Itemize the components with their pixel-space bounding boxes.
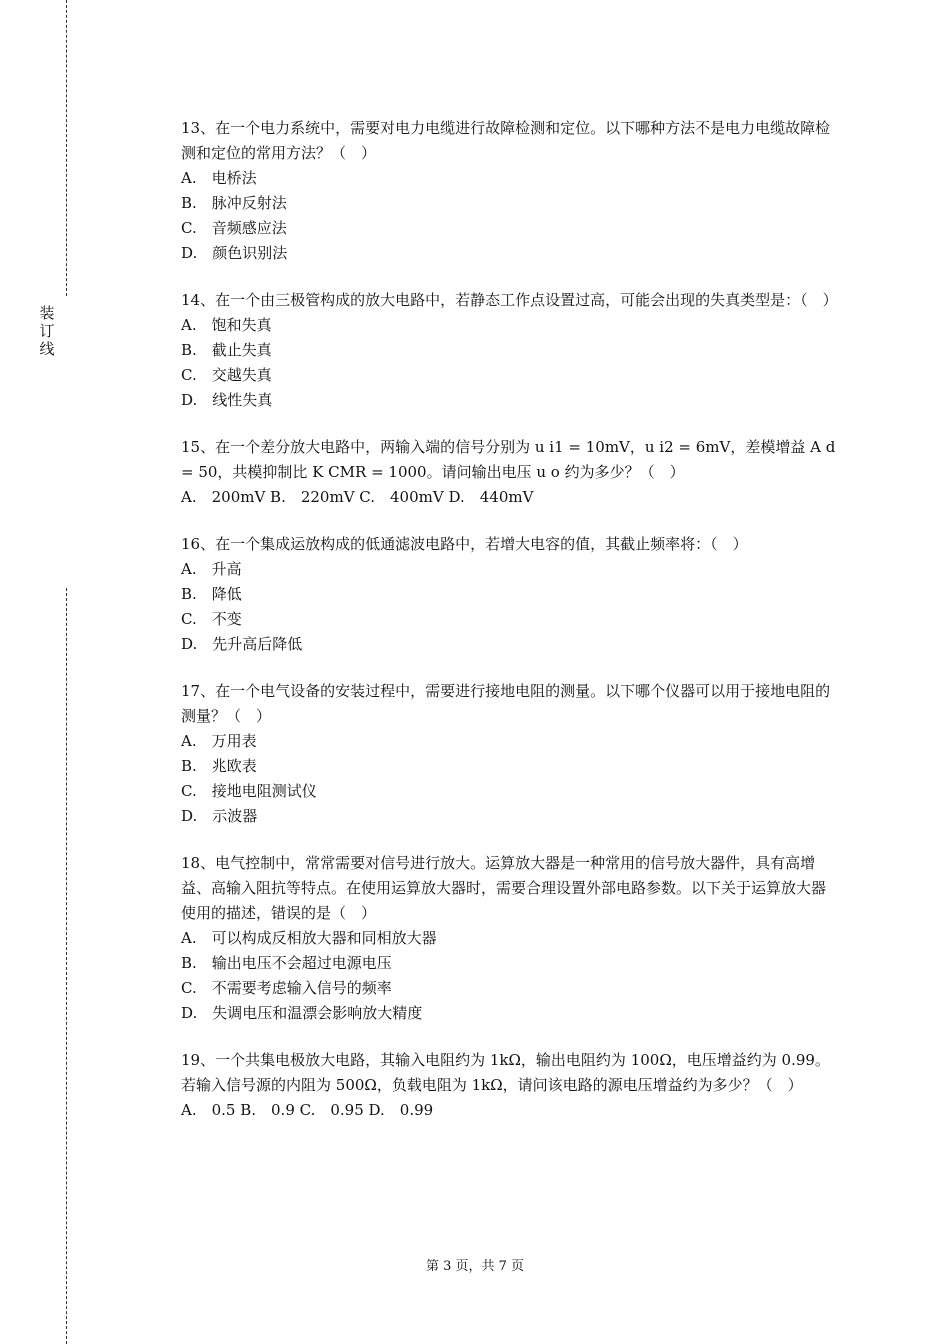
option-d: D. 先升高后降低 xyxy=(181,635,303,653)
question-list xyxy=(181,116,839,1145)
page-number: 第 3 页，共 7 页 xyxy=(425,1259,525,1274)
question-15 xyxy=(181,435,839,510)
option-d: D. 线性失真 xyxy=(181,391,273,409)
binding-label xyxy=(37,304,57,358)
option-b: B. 截止失真 xyxy=(181,341,272,359)
option-b: B. 输出电压不会超过电源电压 xyxy=(181,954,392,972)
question-13 xyxy=(181,116,839,266)
binding-dashed-line-bottom xyxy=(66,588,67,1344)
option-d: D. 颜色识别法 xyxy=(181,244,288,262)
question-text: 16、在一个集成运放构成的低通滤波电路中，若增大电容的值，其截止频率将：（ ） xyxy=(181,535,748,553)
question-18 xyxy=(181,851,839,1026)
options-inline: A. 0.5 B. 0.9 C. 0.95 D. 0.99 xyxy=(181,1101,434,1119)
binding-char: 订 xyxy=(39,322,55,340)
question-text: 15、在一个差分放大电路中，两输入端的信号分别为 u i1 = 10mV，u i2 = 6mV，差模增益 A d = 50，共模抑制比 K CMR = 1000。请问输出电压 u o 约为多少？（ ） xyxy=(181,438,836,481)
option-a: A. 饱和失真 xyxy=(181,316,272,334)
question-text: 17、在一个电气设备的安装过程中，需要进行接地电阻的测量。以下哪个仪器可以用于接地电阻的测量？（ ） xyxy=(181,682,831,725)
option-d: D. 示波器 xyxy=(181,807,258,825)
option-a: A. 电桥法 xyxy=(181,169,257,187)
question-text: 19、一个共集电极放大电路，其输入电阻约为 1kΩ，输出电阻约为 100Ω，电压增益约为 0.99。若输入信号源的内阻为 500Ω，负载电阻为 1kΩ，请问该电路的源电压增益约为多少？（ ） xyxy=(181,1051,830,1094)
option-c: C. 不变 xyxy=(181,610,242,628)
option-b: B. 降低 xyxy=(181,585,242,603)
option-c: C. 不需要考虑输入信号的频率 xyxy=(181,979,392,997)
option-b: B. 脉冲反射法 xyxy=(181,194,287,212)
option-c: C. 接地电阻测试仪 xyxy=(181,782,317,800)
option-c: C. 交越失真 xyxy=(181,366,272,384)
binding-char: 装 xyxy=(39,304,55,322)
question-16 xyxy=(181,532,839,657)
question-text: 18、电气控制中，常常需要对信号进行放大。运算放大器是一种常用的信号放大器件，具有高增益、高输入阻抗等特点。在使用运算放大器时，需要合理设置外部电路参数。以下关于运算放大器使用的描述，错误的是（ ） xyxy=(181,854,827,922)
question-19 xyxy=(181,1048,839,1123)
question-text: 14、在一个由三极管构成的放大电路中，若静态工作点设置过高，可能会出现的失真类型是：（ ） xyxy=(181,291,838,309)
option-d: D. 失调电压和温漂会影响放大精度 xyxy=(181,1004,423,1022)
question-text: 13、在一个电力系统中，需要对电力电缆进行故障检测和定位。以下哪种方法不是电力电缆故障检测和定位的常用方法？（ ） xyxy=(181,119,831,162)
option-a: A. 可以构成反相放大器和同相放大器 xyxy=(181,929,437,947)
question-17 xyxy=(181,679,839,829)
option-b: B. 兆欧表 xyxy=(181,757,257,775)
question-14 xyxy=(181,288,839,413)
options-inline: A. 200mV B. 220mV C. 400mV D. 440mV xyxy=(181,488,534,506)
option-a: A. 万用表 xyxy=(181,732,257,750)
option-c: C. 音频感应法 xyxy=(181,219,287,237)
binding-char: 线 xyxy=(39,340,55,358)
binding-dashed-line-top xyxy=(66,0,67,296)
option-a: A. 升高 xyxy=(181,560,242,578)
